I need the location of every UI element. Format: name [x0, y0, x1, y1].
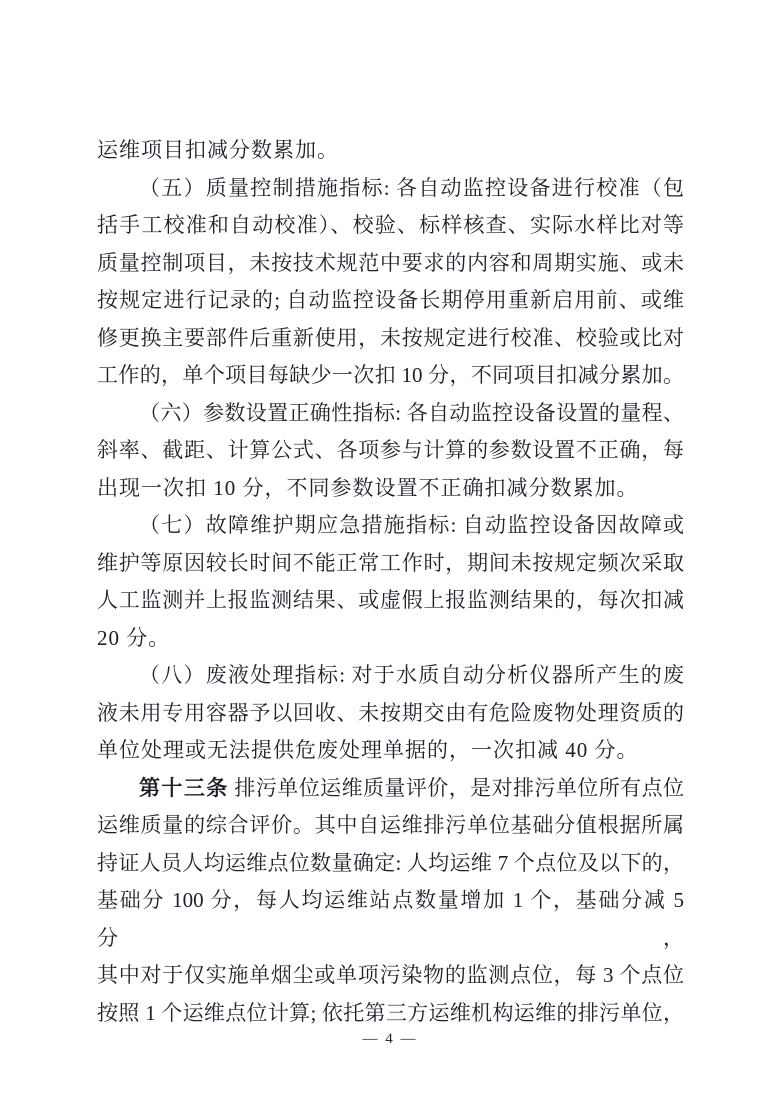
- paragraph-article-13: [97, 770, 684, 1033]
- text-line: 人工监测并上报监测结果、或虚假上报监测结果的，每次扣减: [97, 588, 684, 612]
- text-line: 单位处理或无法提供危废处理单据的，一次扣减 40 分。: [97, 738, 639, 762]
- text-line: 质量控制项目，未按技术规范中要求的内容和周期实施、或未: [97, 250, 684, 275]
- text-line: （八）废液处理指标: 对于水质自动分析仪器所产生的废: [139, 663, 684, 687]
- article-first-line-text: 排污单位运维质量评价，是对排污单位所有点位: [228, 775, 685, 800]
- page-number: — 4 —: [362, 1031, 418, 1047]
- text-line: 修更换主要部件后重新使用，未按规定进行校准、校验或比对: [97, 325, 684, 350]
- text-line: （六）参数设置正确性指标: 各自动监控设备设置的量程、: [139, 400, 684, 425]
- text-line: 按规定进行记录的; 自动监控设备长期停用重新启用前、或维: [97, 288, 684, 312]
- paragraph-item-7: [97, 507, 684, 657]
- text-line: （七）故障维护期应急措施指标: 自动监控设备因故障或: [139, 513, 684, 537]
- text-line: 括手工校准和自动校准）、校验、标样核查、实际水样比对等: [97, 213, 684, 237]
- text-line: （五）质量控制措施指标: 各自动监控设备进行校准（包: [139, 175, 684, 200]
- document-body: [97, 132, 684, 1032]
- text-line: [97, 770, 684, 808]
- paragraph-item-5: [97, 170, 684, 395]
- article-number: 第十三条: [139, 776, 229, 800]
- text-line: 维护等原因较长时间不能正常工作时，期间未按规定频次采取: [97, 550, 684, 575]
- text-line: 液未用专用容器予以回收、未按期交由有危险废物处理资质的: [97, 700, 684, 725]
- text-line: 运维质量的综合评价。其中自运维排污单位基础分值根据所属: [97, 813, 684, 837]
- text-line: 基础分 100 分，每人均运维站点数量增加 1 个，基础分减 5 分，: [97, 888, 684, 950]
- text-line: 斜率、截距、计算公式、各项参与计算的参数设置不正确，每: [97, 438, 684, 462]
- text-line: 工作的，单个项目每缺少一次扣 10 分，不同项目扣减分累加。: [97, 363, 684, 387]
- paragraph-item-6: [97, 395, 684, 508]
- text-line: 按照 1 个运维点位计算; 依托第三方运维机构运维的排污单位，: [97, 1000, 684, 1025]
- text-line: 20 分。: [97, 625, 171, 650]
- text-line: 其中对于仅实施单烟尘或单项污染物的监测点位，每 3 个点位: [97, 963, 684, 987]
- paragraph-item-8: [97, 657, 684, 770]
- text-line: 持证人员人均运维点位数量确定: 人均运维 7 个点位及以下的，: [97, 850, 684, 875]
- text-line: 运维项目扣减分数累加。: [97, 138, 339, 162]
- paragraph-continuation: [97, 132, 684, 170]
- page-footer: [0, 1031, 780, 1048]
- text-line: 出现一次扣 10 分，不同参数设置不正确扣减分数累加。: [97, 475, 639, 500]
